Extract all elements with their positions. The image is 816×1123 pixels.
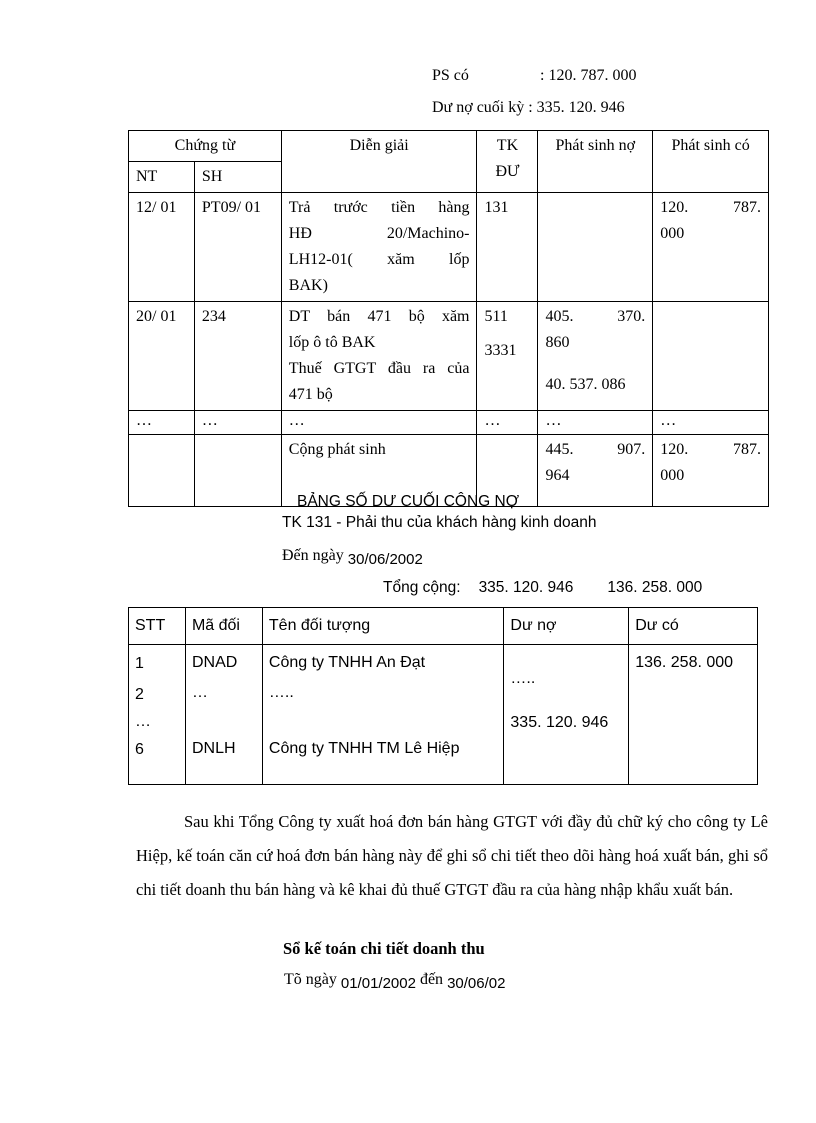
du-no-cuoi-ky (432, 99, 625, 117)
du-no-value: : 335. 120. 946 (528, 99, 625, 116)
ten-line: Công ty TNHH An Đạt (268, 654, 426, 671)
row1-nt: 12/ 01 (129, 193, 195, 302)
balance-subtitle: TK 131 - Phải thu của khách hàng kinh doanh (282, 514, 597, 531)
amount-line: 120. 787. (660, 441, 761, 458)
ps-co-value: : 120. 787. 000 (540, 67, 637, 84)
desc-line: lốp ô tô BAK (288, 334, 376, 351)
amount-line: 40. 537. 086 (545, 376, 626, 393)
amount-line: 405. 370. (545, 308, 646, 325)
detail-title: Sổ kế toán chi tiết doanh thu (283, 939, 485, 958)
amount-line: 000 (660, 467, 685, 484)
row2-ps-no (538, 302, 653, 411)
row2-nt: 20/ 01 (129, 302, 195, 411)
header-du: ĐƯ (495, 163, 520, 180)
row2-sh: 234 (194, 302, 281, 411)
desc-line: Trả trước tiền hàng (288, 199, 470, 216)
header-dien-giai: Diễn giải (281, 131, 477, 193)
stt-cell (129, 645, 186, 785)
date-value: 30/06/2002 (347, 551, 423, 568)
header-stt: STT (129, 608, 186, 645)
header-sh: SH (194, 162, 281, 193)
ten-line: Công ty TNHH TM Lê Hiệp (268, 740, 460, 757)
header-tk: TK (496, 137, 519, 154)
header-ps-co: Phát sinh có (653, 131, 769, 193)
amount-line: 000 (660, 225, 685, 242)
total-du-no: 335. 120. 946 (478, 579, 574, 596)
body-paragraph: Sau khi Tổng Công ty xuất hoá đơn bán hàng GTGT với đầy đủ chữ ký cho công ty Lê Hiệp, kế toán căn cứ hoá đơn bán hàng này để ghi sổ chi tiết theo dõi hàng hoá xuất bán, ghi sổ chi tiết doanh thu bán hàng và kê khai đủ thuế GTGT đầu ra của hàng nhập khẩu xuất bán. (136, 812, 768, 899)
ellipsis-cell: … (129, 411, 195, 435)
balance-title: BẢNG SỐ DƯ CUỐI CÔNG NỢ (296, 493, 520, 510)
to-value: 30/06/02 (447, 975, 506, 992)
desc-line: HĐ 20/Machino- (288, 225, 470, 242)
from-label: Tõ ngày (284, 971, 337, 988)
ma-line: DNLH (191, 740, 236, 757)
row2-tk (477, 302, 538, 411)
ma-line: DNAD (191, 654, 238, 671)
desc-line: Thuế GTGT đầu ra của (288, 360, 470, 377)
ten-cell (262, 645, 504, 785)
balance-date (282, 547, 423, 568)
amount-line: 860 (545, 334, 570, 351)
amount-line: 964 (545, 467, 570, 484)
header-chung-tu: Chứng từ (129, 131, 282, 162)
ma-line: … (191, 684, 208, 701)
table-header-row (129, 131, 769, 162)
table-row (129, 645, 758, 785)
header-ma-doi: Mã đối (185, 608, 262, 645)
total-label: Cộng phát sinh (281, 435, 477, 507)
desc-line: BAK) (288, 277, 328, 294)
table-row (129, 193, 769, 302)
ps-co-label: PS có (432, 67, 469, 84)
stt-line: 1 (135, 655, 144, 672)
header-ten-doi-tuong: Tên đối tượng (262, 608, 504, 645)
ellipsis-cell: … (477, 411, 538, 435)
stt-line: 6 (135, 741, 144, 758)
amount-line: 445. 907. (545, 441, 646, 458)
du-no-label: Dư nợ cuối kỳ (432, 99, 525, 116)
row1-ps-no (538, 193, 653, 302)
ellipsis-cell: … (194, 411, 281, 435)
row1-sh: PT09/ 01 (194, 193, 281, 302)
header-du-co: Dư có (629, 608, 758, 645)
date-label: Đến ngày (282, 547, 344, 564)
detail-date-range (284, 971, 506, 992)
total-du-co: 136. 258. 000 (607, 579, 703, 596)
du-no-cell (504, 645, 629, 785)
ellipsis-cell: … (538, 411, 653, 435)
header-tk-du (477, 131, 538, 193)
desc-line: DT bán 471 bộ xăm (288, 308, 470, 325)
row2-desc (281, 302, 477, 411)
no-line: 335. 120. 946 (510, 714, 609, 731)
ellipsis-cell: … (653, 411, 769, 435)
tk-line: 3331 (484, 342, 517, 359)
total-label: Tổng cộng: (383, 579, 461, 596)
header-nt: NT (129, 162, 195, 193)
from-value: 01/01/2002 (340, 975, 416, 992)
desc-line: LH12-01( xăm lốp (288, 251, 470, 268)
ma-cell (185, 645, 262, 785)
stt-line: 2 (135, 686, 144, 703)
to-label: đến (419, 971, 444, 988)
balance-total (383, 579, 702, 597)
desc-line: 471 bộ (288, 386, 333, 403)
stt-line: … (135, 713, 151, 730)
table-row (129, 411, 769, 435)
table-header-row (129, 608, 758, 645)
amount-line: 120. 787. (660, 199, 761, 216)
co-line: 136. 258. 000 (635, 654, 734, 671)
row1-tk: 131 (477, 193, 538, 302)
table-row (129, 302, 769, 411)
tk-line: 511 (484, 308, 508, 325)
header-ps-no: Phát sinh nợ (538, 131, 653, 193)
row2-ps-co (653, 302, 769, 411)
ledger-table (128, 130, 769, 507)
balance-table (128, 607, 758, 785)
ten-line: ….. (268, 684, 294, 701)
ellipsis-cell: … (281, 411, 477, 435)
du-co-cell (629, 645, 758, 785)
row1-desc (281, 193, 477, 302)
header-du-no: Dư nợ (504, 608, 629, 645)
no-line: ….. (510, 670, 536, 687)
row1-ps-co (653, 193, 769, 302)
